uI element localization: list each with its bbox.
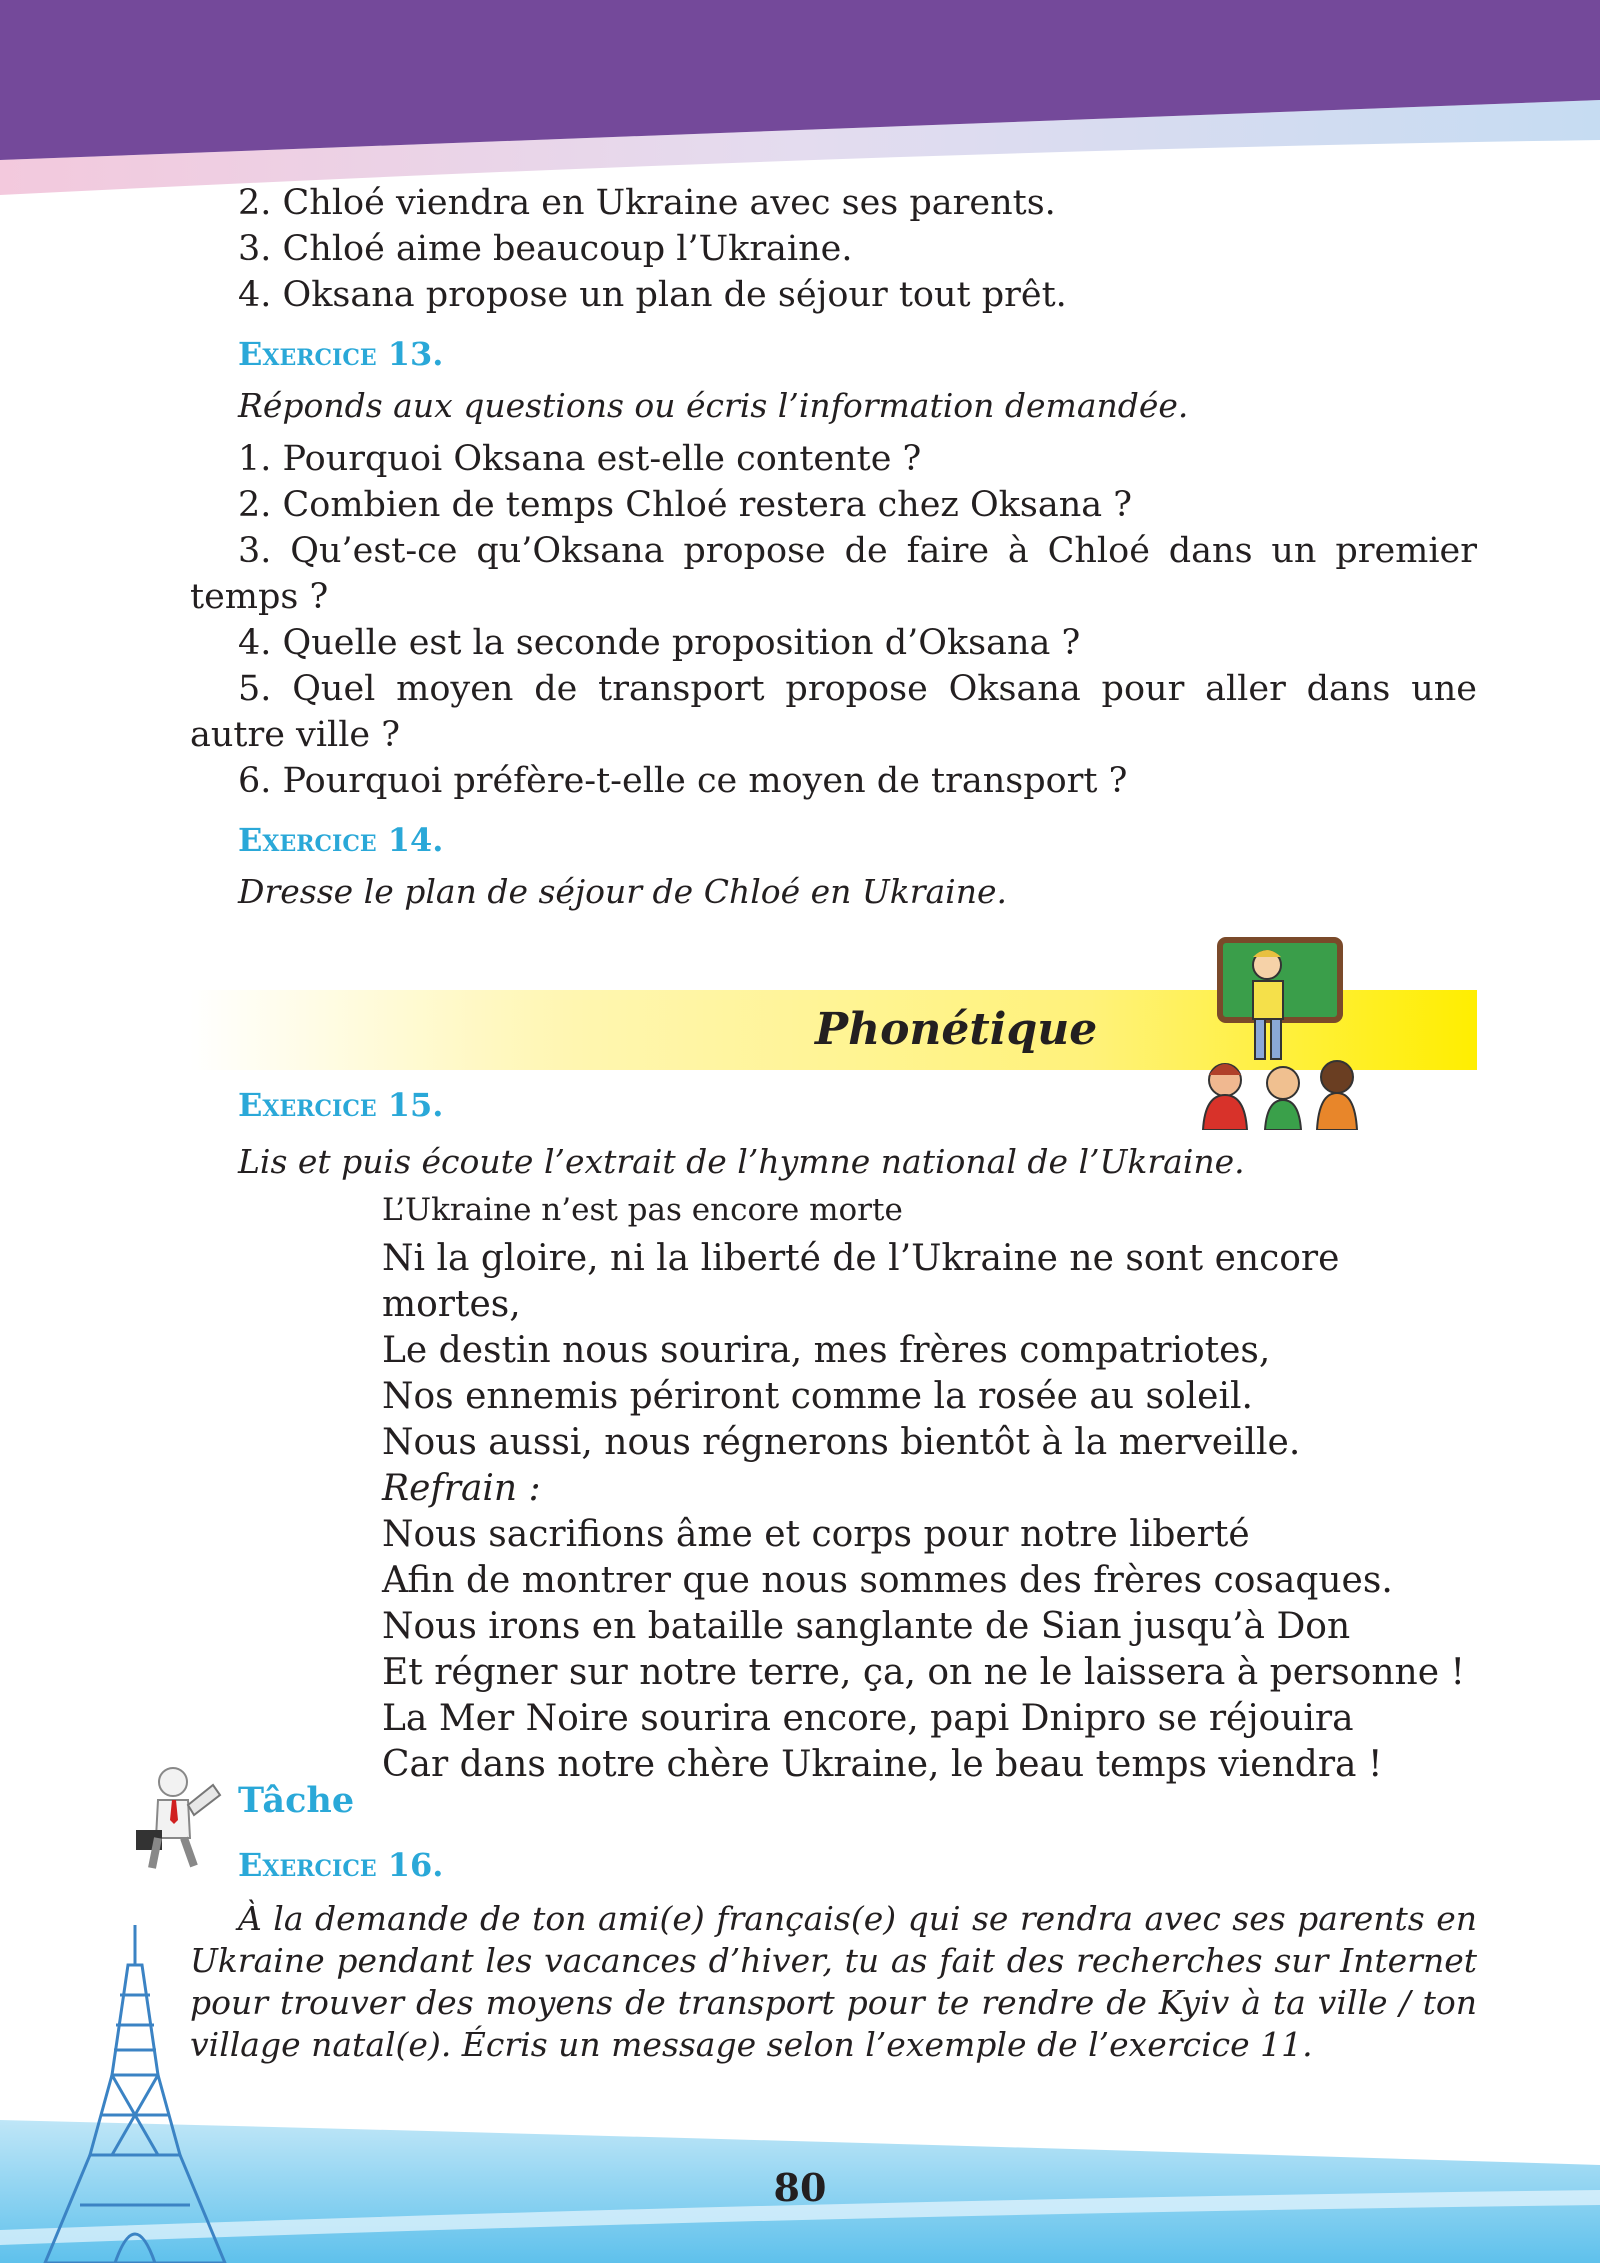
anthem-excerpt bbox=[382, 1190, 1482, 1788]
poem-line: La Mer Noire sourira encore, papi Dnipro se réjouira bbox=[382, 1698, 1354, 1739]
poem-line: Car dans notre chère Ukraine, le beau temps viendra ! bbox=[382, 1744, 1383, 1785]
exercise-15-title: Exercice 15. bbox=[238, 1086, 444, 1124]
question-item: 3. Qu’est-ce qu’Oksana propose de faire à Chloé dans un premier temps ? bbox=[190, 531, 1477, 617]
section-title-phonetique: Phonétique bbox=[815, 1004, 1098, 1055]
poem-line: Et régner sur notre terre, ça, on ne le laissera à personne ! bbox=[382, 1652, 1465, 1693]
exercise-13-title: Exercice 13. bbox=[238, 335, 444, 373]
teacher-students-icon bbox=[1195, 935, 1370, 1130]
poem-title: L’Ukraine n’est pas encore morte bbox=[382, 1192, 903, 1228]
exercise-13-instruction: Réponds aux questions ou écris l’information demandée. bbox=[238, 386, 1189, 425]
page-number: 80 bbox=[773, 2165, 827, 2210]
poem-line: Le destin nous sourira, mes frères compatriotes, bbox=[382, 1330, 1271, 1371]
question-item: 2. Combien de temps Chloé restera chez Oksana ? bbox=[238, 485, 1133, 525]
list-item: 4. Oksana propose un plan de séjour tout prêt. bbox=[238, 275, 1067, 315]
poem-line: Nous aussi, nous régnerons bientôt à la merveille. bbox=[382, 1422, 1301, 1463]
exercise-14-instruction: Dresse le plan de séjour de Chloé en Ukraine. bbox=[238, 872, 1007, 911]
poem-line: Nous irons en bataille sanglante de Sian jusqu’à Don bbox=[382, 1606, 1351, 1647]
poem-line: Nous sacrifions âme et corps pour notre liberté bbox=[382, 1514, 1250, 1555]
megaphone-man-icon bbox=[128, 1760, 233, 1870]
poem-line: Afin de montrer que nous sommes des frères cosaques. bbox=[382, 1560, 1393, 1601]
section-title-tache: Tâche bbox=[238, 1780, 355, 1821]
question-item: 6. Pourquoi préfère-t-elle ce moyen de transport ? bbox=[238, 761, 1128, 801]
question-item: 1. Pourquoi Oksana est-elle contente ? bbox=[238, 439, 922, 479]
main-content bbox=[190, 180, 1477, 922]
exercise-16-text: À la demande de ton ami(e) français(e) qui se rendra avec ses parents en Ukraine pendant les vacances d’hiver, tu as fait des recherches sur Internet pour trouver des moyens de transport pour te rendre de Kyiv à ta ville / ton village natal(e). Écris un message selon l’exemple de l’exercice 11. bbox=[190, 1899, 1477, 2064]
exercise-14-title: Exercice 14. bbox=[238, 821, 444, 859]
poem-line: Nos ennemis périront comme la rosée au soleil. bbox=[382, 1376, 1253, 1417]
header-band bbox=[0, 0, 1600, 200]
exercise-15-instruction: Lis et puis écoute l’extrait de l’hymne national de l’Ukraine. bbox=[238, 1142, 1245, 1181]
exercise-16-title: Exercice 16. bbox=[238, 1846, 444, 1884]
poem-line: Ni la gloire, ni la liberté de l’Ukraine ne sont encore mortes, bbox=[382, 1238, 1340, 1325]
refrain-label: Refrain : bbox=[382, 1468, 541, 1509]
list-item: 2. Chloé viendra en Ukraine avec ses parents. bbox=[238, 183, 1056, 223]
question-item: 5. Quel moyen de transport propose Oksana pour aller dans une autre ville ? bbox=[190, 669, 1477, 755]
list-item: 3. Chloé aime beaucoup l’Ukraine. bbox=[238, 229, 853, 269]
question-item: 4. Quelle est la seconde proposition d’Oksana ? bbox=[238, 623, 1081, 663]
